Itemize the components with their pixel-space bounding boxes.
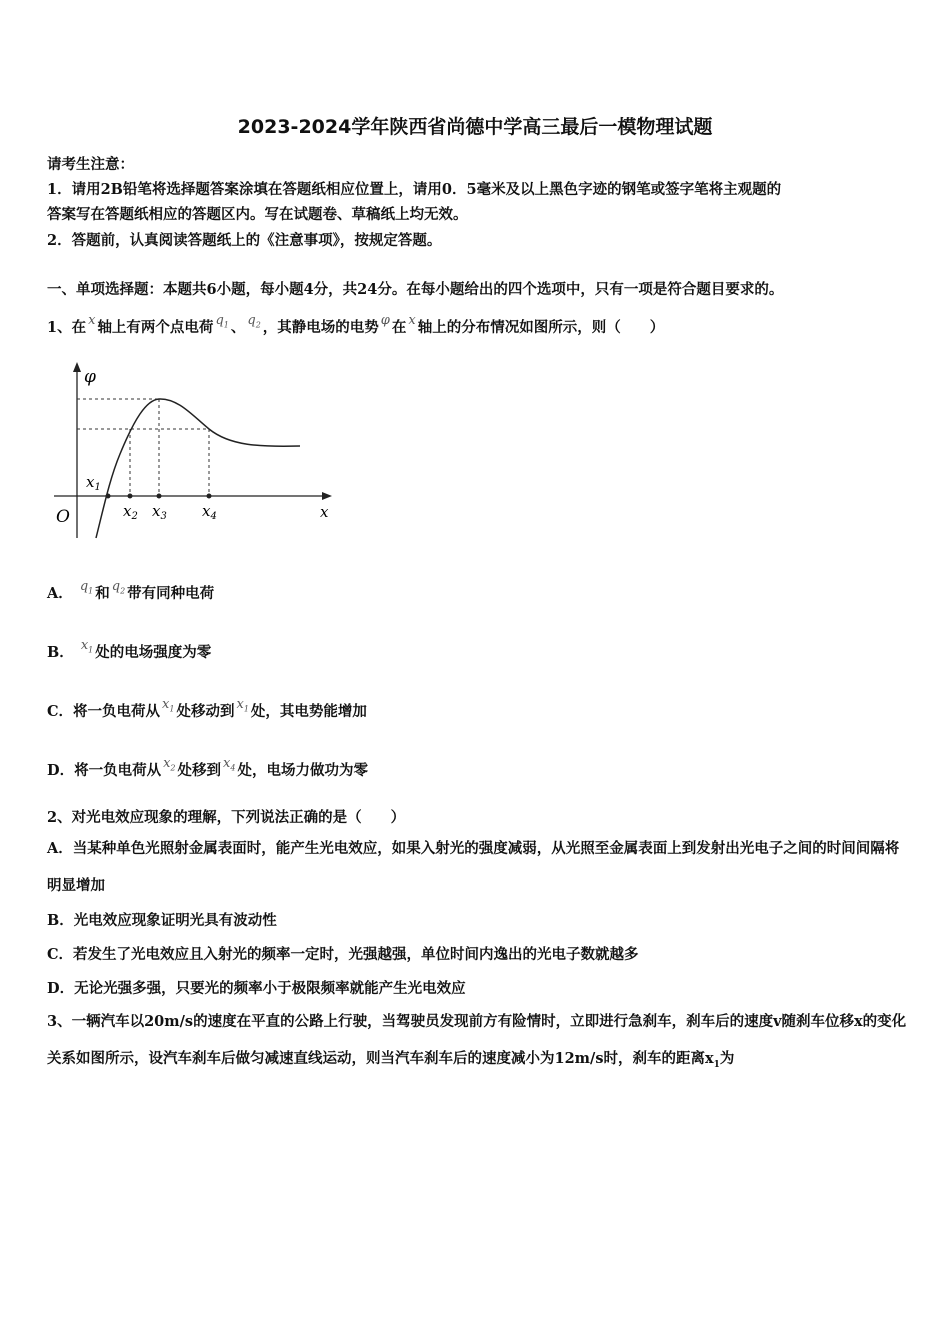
point-x4 bbox=[207, 494, 212, 499]
page-title: 2023-2024学年陕西省尚德中学高三最后一模物理试题 bbox=[237, 116, 713, 138]
phi-axis-label: φ bbox=[84, 367, 96, 387]
point-x2 bbox=[128, 494, 133, 499]
point-x1 bbox=[106, 494, 111, 499]
q1-option-c: C．将一负电荷从 $x_1$ 处移动到 $x_1$ 处，其电势能增加 bbox=[47, 697, 367, 720]
x4-label: $x_4$ bbox=[202, 502, 217, 522]
q1-option-d: D．将一负电荷从 $x_2$ 处移到 $x_4$ 处，电场力做功为零 bbox=[47, 756, 368, 779]
origin-label: O bbox=[56, 507, 70, 527]
q1-option-b: B． $x_1$ 处的电场强度为零 bbox=[47, 638, 212, 661]
y-axis-arrow bbox=[73, 362, 81, 372]
point-x3 bbox=[157, 494, 162, 499]
x-axis-label: x bbox=[320, 503, 329, 521]
question-3-stem: 3、一辆汽车以20m/s的速度在平直的公路上行驶，当驾驶员发现前方有险情时，立即进行急刹车，刹车后的速度v随刹车位移x的变化关系如图所示，设汽车刹车后做匀减速直线运动，则当汽车刹车后的速度减小为12m/s时，刹车的距离$x_1$为 bbox=[47, 1013, 907, 1070]
q2-option-b: B．光电效应现象证明光具有波动性 bbox=[47, 912, 277, 929]
notice-item-2: 2．答题前，认真阅读答题纸上的《注意事项》，按规定答题。 bbox=[47, 232, 442, 249]
question-1-stem: 1、在 x 轴上有两个点电荷 $q_1$ 、 $q_2$ ，其静电场的电势 φ 在 x 轴上的分布情况如图所示，则（ ） bbox=[47, 313, 665, 336]
section-heading: 一、单项选择题：本题共6小题，每小题4分，共24分。在每小题给出的四个选项中，只有一项是符合题目要求的。 bbox=[47, 281, 784, 298]
x2-label: $x_2$ bbox=[123, 502, 138, 522]
notice-item-1-cont: 答案写在答题纸相应的答题区内。写在试题卷、草稿纸上均无效。 bbox=[47, 206, 468, 223]
notice-item-1: 1．请用2B铅笔将选择题答案涂填在答题纸相应位置上，请用0．5毫米及以上黑色字迹的钢笔或签字笔将主观题的 bbox=[47, 181, 782, 198]
x-axis-arrow bbox=[322, 492, 332, 500]
x1-label: $x_1$ bbox=[86, 473, 101, 493]
q1-option-a: A． $q_1$ 和 $q_2$ 带有同种电荷 bbox=[47, 579, 215, 602]
potential-graph bbox=[48, 356, 348, 546]
q2-option-d: D．无论光强多强，只要光的频率小于极限频率就能产生光电效应 bbox=[47, 980, 466, 997]
notice-heading: 请考生注意： bbox=[47, 156, 134, 173]
x3-label: $x_3$ bbox=[152, 502, 167, 522]
q2-option-c: C．若发生了光电效应且入射光的频率一定时，光强越强，单位时间内逸出的光电子数就越多 bbox=[47, 946, 639, 963]
q2-option-a: A．当某种单色光照射金属表面时，能产生光电效应，如果入射光的强度减弱，从光照至金属表面上到发射出光电子之间的时间间隔将明显增加 bbox=[47, 840, 900, 894]
question-2-stem: 2、对光电效应现象的理解，下列说法正确的是（ ） bbox=[47, 809, 406, 826]
